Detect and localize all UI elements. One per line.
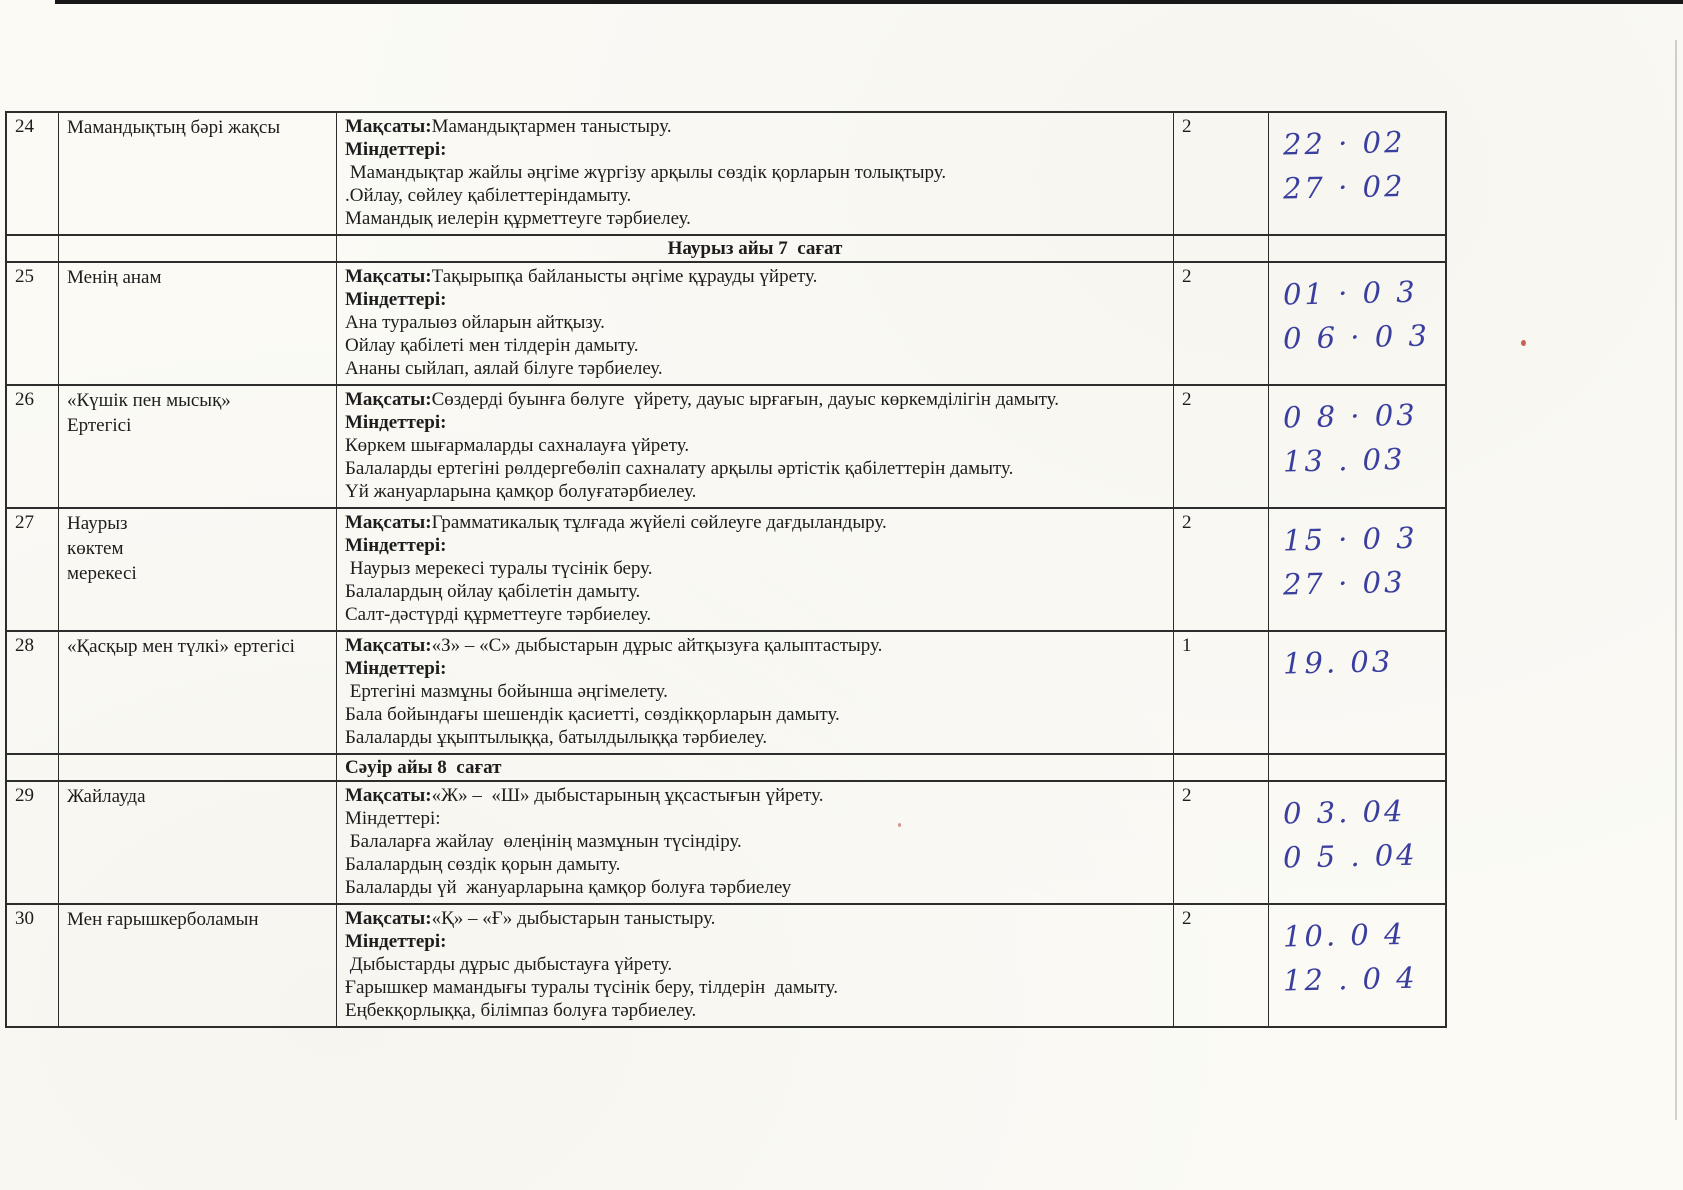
handwritten-dates bbox=[1277, 115, 1437, 209]
handwritten-date: 27 · 02 bbox=[1282, 168, 1406, 206]
handwritten-date: 19. 03 bbox=[1282, 644, 1394, 681]
lesson-goal-line: Міндеттері: bbox=[345, 808, 441, 829]
lesson-goal-line: Балалардың ойлау қабілетін дамыту. bbox=[345, 581, 641, 602]
lesson-goal-line: Ананы сыйлап, аялай білуге тәрбиелеу. bbox=[345, 358, 663, 379]
lesson-goal-line: Мақсаты:«З» – «С» дыбыстарын дұрыс айтқызуға қалыптастыру. bbox=[345, 635, 883, 656]
lesson-goal-line: Ана туралыөз ойларын айтқызу. bbox=[345, 312, 605, 333]
lesson-topic-line: «Күшік пен мысық» bbox=[67, 390, 231, 411]
lesson-hours: 2 bbox=[1182, 512, 1192, 533]
lesson-goal-line: Міндеттері: bbox=[345, 412, 447, 433]
lesson-goal-line: Балаларды үй жануарларына қамқор болуға тәрбиелеу bbox=[345, 877, 792, 898]
handwritten-date: 0 3. 04 bbox=[1282, 793, 1406, 831]
empty-cell bbox=[59, 755, 337, 780]
lesson-goal-line: Көркем шығармаларды сахналауға үйрету. bbox=[345, 435, 690, 456]
table-row bbox=[7, 263, 1445, 386]
lesson-number: 28 bbox=[15, 635, 34, 656]
lesson-goals-cell bbox=[337, 509, 1174, 630]
empty-cell bbox=[7, 755, 59, 780]
lesson-number: 25 bbox=[15, 266, 34, 287]
handwritten-date: 01 · 0 3 bbox=[1282, 274, 1419, 312]
lesson-number: 30 bbox=[15, 908, 34, 929]
lesson-number-cell bbox=[7, 509, 59, 630]
lesson-topic-line: көктем bbox=[67, 538, 124, 559]
lesson-goal-line: Балаларды ұқыптылыққа, батылдылыққа тәрбиелеу. bbox=[345, 727, 768, 748]
handwritten-dates bbox=[1277, 388, 1437, 482]
lesson-goal-line: Ертегіні мазмұны бойынша әңгімелету. bbox=[345, 681, 668, 702]
red-ink-speck bbox=[1521, 340, 1526, 346]
lesson-topic-line: мерекесі bbox=[67, 563, 137, 584]
empty-cell bbox=[7, 236, 59, 261]
table-row bbox=[7, 509, 1445, 632]
lesson-goals-cell bbox=[337, 386, 1174, 507]
section-header-row bbox=[7, 755, 1445, 782]
lesson-goals-cell bbox=[337, 632, 1174, 753]
lesson-goal-line: Бала бойындағы шешендік қасиетті, сөздікқорларын дамыту. bbox=[345, 704, 840, 725]
lesson-dates-cell bbox=[1269, 386, 1445, 507]
empty-cell bbox=[1174, 236, 1269, 261]
lesson-topic-cell bbox=[59, 905, 337, 1026]
lesson-number-cell bbox=[7, 386, 59, 507]
lesson-dates-cell bbox=[1269, 509, 1445, 630]
handwritten-dates bbox=[1277, 784, 1437, 878]
empty-cell bbox=[1269, 755, 1445, 780]
lesson-goal-line: Міндеттері: bbox=[345, 139, 447, 160]
lesson-goal-line: Мақсаты:«Ж» – «Ш» дыбыстарының ұқсастығын үйрету. bbox=[345, 785, 824, 806]
lesson-hours: 2 bbox=[1182, 266, 1192, 287]
lesson-goal-line: Мақсаты:Сөздерді буынға бөлуге үйрету, дауыс ырғағын, дауыс көркемділігін дамыту. bbox=[345, 389, 1059, 410]
lesson-goal-line: Үй жануарларына қамқор болуғатәрбиелеу. bbox=[345, 481, 697, 502]
lesson-topic-cell bbox=[59, 632, 337, 753]
handwritten-dates bbox=[1277, 634, 1437, 684]
lesson-goal-line: Міндеттері: bbox=[345, 658, 447, 679]
lesson-topic-line: Наурыз bbox=[67, 513, 128, 534]
lesson-hours: 2 bbox=[1182, 389, 1192, 410]
lesson-goals-cell bbox=[337, 113, 1174, 234]
lesson-topic-cell bbox=[59, 113, 337, 234]
handwritten-date: 0 5 . 04 bbox=[1282, 837, 1419, 875]
lesson-number-cell bbox=[7, 905, 59, 1026]
lesson-topic-cell bbox=[59, 509, 337, 630]
section-title: Наурыз айы 7 сағат bbox=[337, 236, 1174, 261]
lesson-hours-cell bbox=[1174, 782, 1269, 903]
lesson-number-cell bbox=[7, 113, 59, 234]
lesson-hours-cell bbox=[1174, 632, 1269, 753]
lesson-hours-cell bbox=[1174, 263, 1269, 384]
lesson-goal-line: Мақсаты:Тақырыпқа байланысты әңгіме құрауды үйрету. bbox=[345, 266, 818, 287]
table-row bbox=[7, 113, 1445, 236]
lesson-goal-line: Міндеттері: bbox=[345, 289, 447, 310]
lesson-hours-cell bbox=[1174, 113, 1269, 234]
handwritten-date: 27 · 03 bbox=[1282, 564, 1406, 602]
lesson-plan-table bbox=[5, 111, 1447, 1028]
lesson-dates-cell bbox=[1269, 782, 1445, 903]
lesson-goal-line: Міндеттері: bbox=[345, 931, 447, 952]
lesson-goals-cell bbox=[337, 263, 1174, 384]
lesson-hours: 2 bbox=[1182, 785, 1192, 806]
lesson-goal-line: Дыбыстарды дұрыс дыбыстауға үйрету. bbox=[345, 954, 673, 975]
scan-artifact-top-edge bbox=[55, 0, 1683, 4]
lesson-hours-cell bbox=[1174, 905, 1269, 1026]
lesson-goal-line: Мақсаты:Мамандықтармен таныстыру. bbox=[345, 116, 672, 137]
lesson-goals-cell bbox=[337, 782, 1174, 903]
lesson-goal-line: Балалардың сөздік қорын дамыту. bbox=[345, 854, 621, 875]
lesson-goals-cell bbox=[337, 905, 1174, 1026]
lesson-number-cell bbox=[7, 632, 59, 753]
lesson-dates-cell bbox=[1269, 263, 1445, 384]
table-row bbox=[7, 905, 1445, 1026]
lesson-topic-line: Мен ғарышкерболамын bbox=[67, 909, 259, 930]
handwritten-dates bbox=[1277, 511, 1437, 605]
handwritten-date: 12 . 0 4 bbox=[1282, 960, 1419, 998]
lesson-goal-line: Мамандықтар жайлы әңгіме жүргізу арқылы сөздік қорларын толықтыру. bbox=[345, 162, 947, 183]
empty-cell bbox=[1269, 236, 1445, 261]
lesson-topic-line: Менің анам bbox=[67, 267, 162, 288]
lesson-topic-cell bbox=[59, 386, 337, 507]
lesson-hours-cell bbox=[1174, 386, 1269, 507]
table-row bbox=[7, 386, 1445, 509]
lesson-number: 29 bbox=[15, 785, 34, 806]
lesson-goal-line: Ойлау қабілеті мен тілдерін дамыту. bbox=[345, 335, 639, 356]
lesson-dates-cell bbox=[1269, 113, 1445, 234]
lesson-hours: 2 bbox=[1182, 908, 1192, 929]
lesson-number: 27 bbox=[15, 512, 34, 533]
lesson-goal-line: Мамандық иелерін құрметтеуге тәрбиелеу. bbox=[345, 208, 691, 229]
handwritten-dates bbox=[1277, 265, 1437, 359]
lesson-goal-line: Наурыз мерекесі туралы түсінік беру. bbox=[345, 558, 653, 579]
handwritten-date: 15 · 0 3 bbox=[1282, 520, 1419, 558]
section-header-row bbox=[7, 236, 1445, 263]
lesson-topic-line: Ертегісі bbox=[67, 415, 132, 436]
lesson-topic-cell bbox=[59, 782, 337, 903]
handwritten-date: 10. 0 4 bbox=[1282, 916, 1406, 954]
lesson-goal-line: Мақсаты:Грамматикалық тұлғада жүйелі сөйлеуге дағдыландыру. bbox=[345, 512, 887, 533]
table-row bbox=[7, 632, 1445, 755]
lesson-goal-line: Салт-дәстүрді құрметтеуге тәрбиелеу. bbox=[345, 604, 652, 625]
lesson-number: 24 bbox=[15, 116, 34, 137]
handwritten-date: 0 6 · 0 3 bbox=[1282, 318, 1431, 356]
lesson-topic-line: Жайлауда bbox=[67, 786, 146, 807]
lesson-hours: 2 bbox=[1182, 116, 1192, 137]
lesson-number: 26 bbox=[15, 389, 34, 410]
handwritten-date: 22 · 02 bbox=[1282, 124, 1406, 162]
scan-artifact-paper-edge bbox=[1675, 40, 1677, 1120]
lesson-goal-line: Міндеттері: bbox=[345, 535, 447, 556]
lesson-goal-line: Балаларға жайлау өлеңінің мазмұнын түсіндіру. bbox=[345, 831, 742, 852]
section-title: Сәуір айы 8 сағат bbox=[337, 755, 1174, 780]
lesson-goal-line: Мақсаты:«Қ» – «Ғ» дыбыстарын таныстыру. bbox=[345, 908, 716, 929]
lesson-topic-cell bbox=[59, 263, 337, 384]
table-row bbox=[7, 782, 1445, 905]
empty-cell bbox=[59, 236, 337, 261]
lesson-dates-cell bbox=[1269, 905, 1445, 1026]
lesson-topic-line: «Қасқыр мен түлкі» ертегісі bbox=[67, 636, 295, 657]
lesson-goal-line: Балаларды ертегіні рөлдергебөліп сахналату арқылы әртістік қабілеттерін дамыту. bbox=[345, 458, 1014, 479]
lesson-goal-line: Ғарышкер мамандығы туралы түсінік беру, тілдерін дамыту. bbox=[345, 977, 839, 998]
lesson-goal-line: Еңбекқорлыққа, білімпаз болуға тәрбиелеу. bbox=[345, 1000, 697, 1021]
lesson-number-cell bbox=[7, 782, 59, 903]
lesson-goal-line: .Ойлау, сөйлеу қабілеттеріндамыту. bbox=[345, 185, 632, 206]
lesson-dates-cell bbox=[1269, 632, 1445, 753]
handwritten-date: 0 8 · 03 bbox=[1282, 397, 1419, 435]
lesson-number-cell bbox=[7, 263, 59, 384]
lesson-hours: 1 bbox=[1182, 635, 1192, 656]
handwritten-dates bbox=[1277, 907, 1437, 1001]
handwritten-date: 13 . 03 bbox=[1282, 441, 1406, 479]
lesson-hours-cell bbox=[1174, 509, 1269, 630]
lesson-topic-line: Мамандықтың бәрі жақсы bbox=[67, 117, 281, 138]
empty-cell bbox=[1174, 755, 1269, 780]
